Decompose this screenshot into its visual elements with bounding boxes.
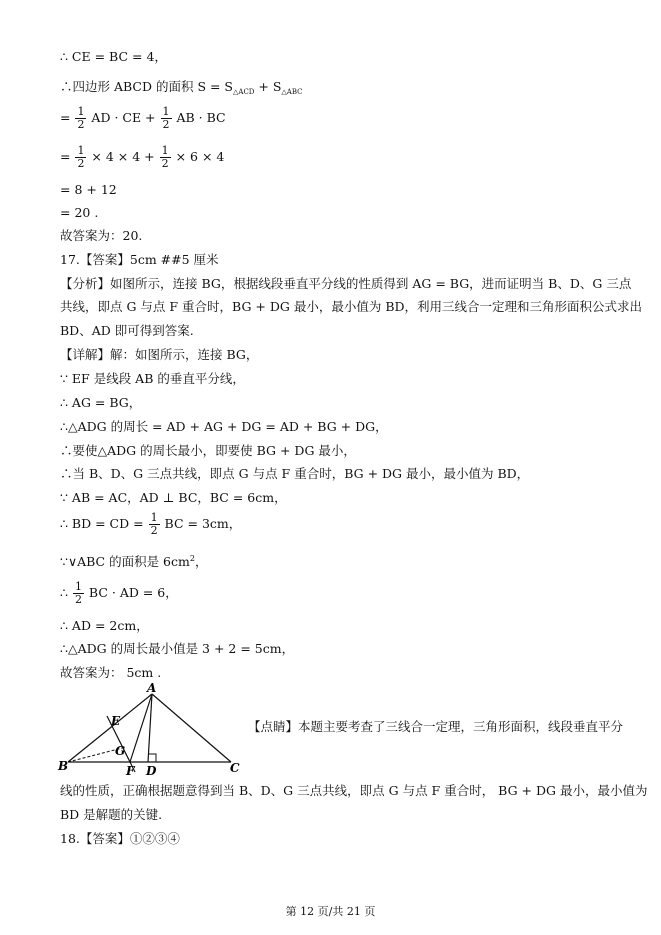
- segment-ab: [68, 694, 152, 762]
- text-line: ∴四边形 ABCD 的面积 $S = S_{\triangle ACD} + S_{\triangle ABC}$: [60, 79, 303, 96]
- page-footer: 第 12 页/共 21 页: [285, 905, 376, 918]
- label-f: F: [126, 764, 135, 778]
- fraction: $\frac{1}{2}$: [77, 144, 85, 170]
- label-a: A: [147, 681, 157, 695]
- detail-line: ∴ AG = BG，: [60, 395, 142, 410]
- text-line: 故答案为：20.: [60, 228, 143, 243]
- fraction: $\frac{1}{2}$: [162, 105, 170, 131]
- fraction: $\frac{1}{2}$: [161, 144, 169, 170]
- fraction: $\frac{1}{2}$: [77, 105, 85, 131]
- formula-line: ∴ $\frac{1}{2}$ BC · AD = 6，: [60, 580, 178, 606]
- comment-line: BD 是解题的关键.: [60, 807, 163, 822]
- text-line: = 8 + 12: [60, 182, 117, 197]
- comment-line: 【点睛】本题主要考查了三线合一定理，三角形面积，线段垂直平分: [248, 719, 624, 734]
- detail-line: 故答案为： 5cm .: [60, 665, 162, 680]
- answer-18: 18.【答案】①②③④: [60, 831, 180, 846]
- segment-ac: [152, 694, 231, 762]
- right-angle-mark: [148, 754, 156, 762]
- answer-17: 17.【答案】5cm ##5 厘米: [60, 252, 219, 267]
- detail-line: ∵ EF 是线段 AB 的垂直平分线，: [60, 371, 245, 386]
- detail-line: ∴ AD = 2cm，: [60, 618, 149, 633]
- detail-line: ∴当 B、D、G 三点共线，即点 G 与点 F 重合时，BG + DG 最小，最小值为 BD，: [60, 466, 530, 481]
- label-c: C: [230, 761, 240, 775]
- label-e: E: [111, 714, 121, 728]
- label-b: B: [58, 759, 69, 773]
- analysis-line: BD、AD 即可得到答案.: [60, 323, 194, 338]
- detail-line: ∴△ADG 的周长最小值是 3 + 2 = 5cm，: [60, 641, 295, 656]
- text-line: = 20 .: [60, 205, 99, 220]
- label-d: D: [146, 764, 157, 778]
- detail-line: ∴△ADG 的周长 = AD + AG + DG = AD + BG + DG，: [60, 419, 388, 434]
- analysis-line: 共线，即点 G 与点 F 重合时，BG + DG 最小，最小值为 BD，利用三线合一定理和三角形面积公式求出: [60, 299, 643, 314]
- analysis-line: 【分析】如图所示，连接 BG，根据线段垂直平分线的性质得到 AG = BG，进而证明当 B、D、G 三点: [60, 276, 632, 291]
- comment-line: 线的性质，正确根据题意得到当 B、D、G 三点共线，即点 G 与点 F 重合时， BG + DG 最小，最小值为: [60, 783, 648, 798]
- label-g: G: [115, 744, 126, 758]
- fraction: $\frac{1}{2}$: [74, 580, 82, 606]
- text-line: ∴ CE = BC = 4，: [60, 49, 167, 64]
- detail-line: ∵ AB = AC，AD ⊥ BC，BC = 6cm，: [60, 490, 287, 505]
- formula-line: ∴ BD = CD = $\frac{1}{2}$ BC = 3cm，: [60, 511, 242, 537]
- detail-line: ∴要使△ADG 的周长最小，即要使 BG + DG 最小，: [60, 443, 356, 458]
- formula-line: = $\frac{1}{2}$ × 4 × 4 + $\frac{1}{2}$ × 6 × 4: [60, 144, 225, 170]
- fraction: $\frac{1}{2}$: [150, 511, 158, 537]
- formula-line: = $\frac{1}{2}$ AD · CE + $\frac{1}{2}$ AB · BC: [60, 105, 226, 131]
- geometry-diagram: [56, 680, 246, 780]
- detail-line: 【详解】解：如图所示，连接 BG，: [60, 347, 259, 362]
- detail-line: ∵∨ABC 的面积是 $6cm^2$，: [60, 554, 208, 569]
